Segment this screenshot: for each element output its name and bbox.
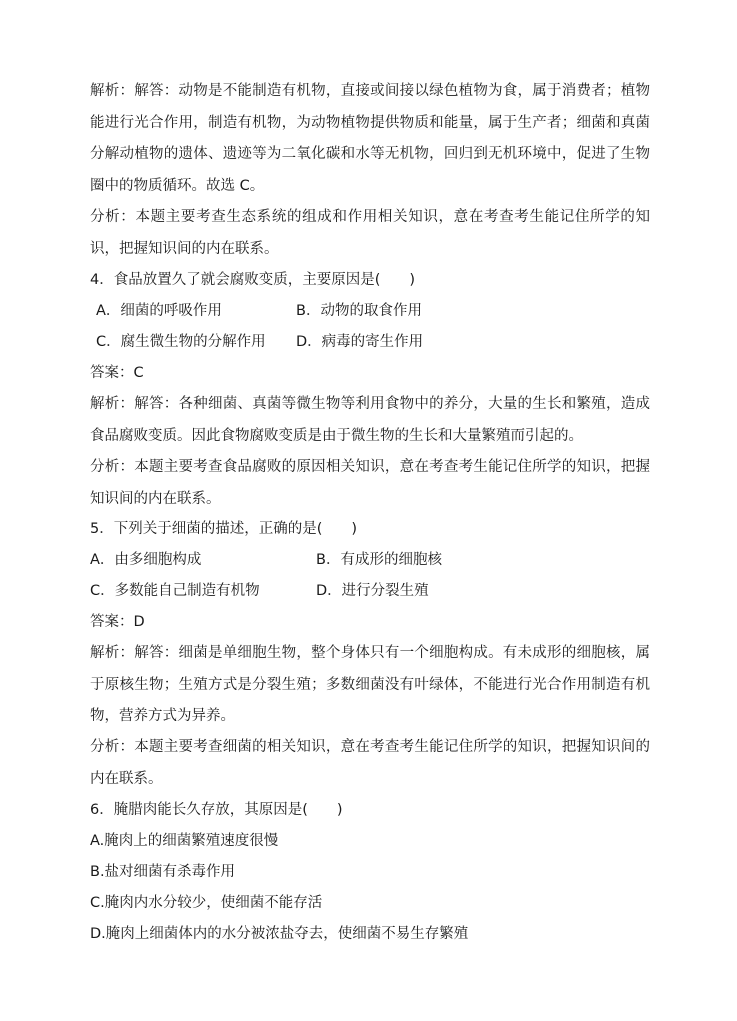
q4-option-a: A．细菌的呼吸作用 bbox=[96, 303, 222, 319]
q4-stem: 4．食品放置久了就会腐败变质，主要原因是( ) bbox=[90, 272, 416, 288]
q3-note: 分析：本题主要考查生态系统的组成和作用相关知识，意在考查考生能记住所学的知识，把握知识间的内在联系。 bbox=[90, 209, 650, 257]
q4-analysis: 解析：解答：各种细菌、真菌等微生物等利用食物中的养分，大量的生长和繁殖，造成食品腐败变质。因此食物腐败变质是由于微生物的生长和大量繁殖而引起的。 bbox=[90, 396, 650, 444]
q6-option-c: C.腌肉内水分较少，使细菌不能存活 bbox=[90, 895, 323, 911]
q6-option-d: D.腌肉上细菌体内的水分被浓盐夺去，使细菌不易生存繁殖 bbox=[90, 926, 469, 942]
q4-answer: 答案：C bbox=[90, 365, 144, 381]
q5-note: 分析：本题主要考查细菌的相关知识，意在考查考生能记住所学的知识，把握知识间的内在联系。 bbox=[90, 739, 650, 787]
q5-option-c: C．多数能自己制造有机物 bbox=[90, 583, 260, 599]
q4-option-d: D．病毒的寄生作用 bbox=[296, 334, 424, 350]
q5-option-a: A．由多细胞构成 bbox=[90, 552, 202, 568]
q6-option-b: B.盐对细菌有杀毒作用 bbox=[90, 864, 236, 880]
q4-option-b: B．动物的取食作用 bbox=[296, 303, 422, 319]
q5-analysis: 解析：解答：细菌是单细胞生物，整个身体只有一个细胞构成。有未成形的细胞核，属于原核生物；生殖方式是分裂生殖；多数细菌没有叶绿体，不能进行光合作用制造有机物，营养方式为异养。 bbox=[90, 645, 650, 724]
q5-answer: 答案：D bbox=[90, 614, 145, 630]
q5-option-d: D．进行分裂生殖 bbox=[316, 583, 429, 599]
q6-stem: 6．腌腊肉能长久存放，其原因是( ) bbox=[90, 802, 343, 818]
q4-note: 分析：本题主要考查食品腐败的原因相关知识，意在考查考生能记住所学的知识，把握知识间的内在联系。 bbox=[90, 459, 650, 507]
q5-option-b: B．有成形的细胞核 bbox=[316, 552, 442, 568]
q4-option-c: C．腐生微生物的分解作用 bbox=[96, 334, 266, 350]
q6-option-a: A.腌肉上的细菌繁殖速度很慢 bbox=[90, 833, 279, 849]
q5-stem: 5．下列关于细菌的描述，正确的是( ) bbox=[90, 521, 358, 537]
q3-analysis: 解析：解答：动物是不能制造有机物，直接或间接以绿色植物为食，属于消费者；植物能进行光合作用，制造有机物，为动物植物提供物质和能量，属于生产者；细菌和真菌分解动植物的遗体、遗迹等为二氧化碳和水等无机物，回归到无机环境中，促进了生物圈中的物质循环。故选 C。 bbox=[90, 83, 650, 194]
